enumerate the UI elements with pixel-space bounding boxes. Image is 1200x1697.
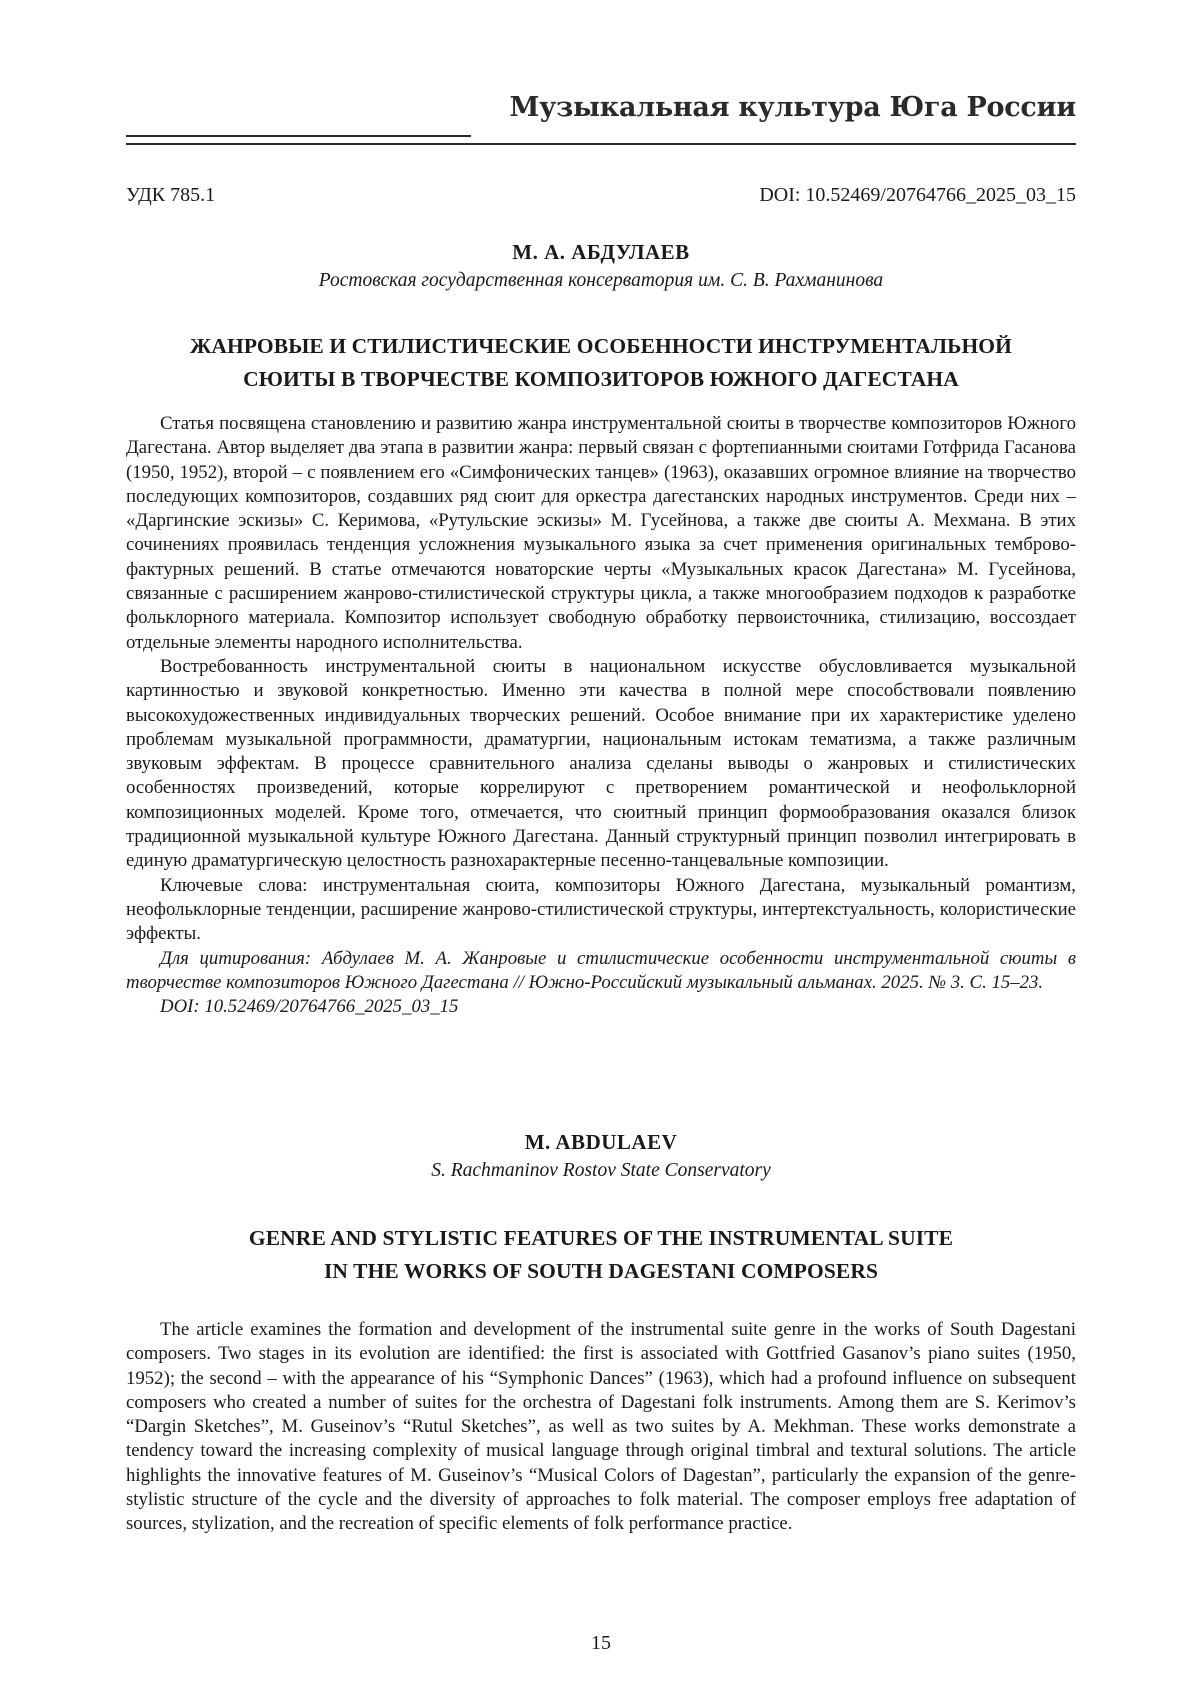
ru-abstract-paragraph-1: Статья посвящена становлению и развитию жанра инструментальной сюиты в творчестве композиторов Южного Дагестана. Автор выделяет два этапа в развитии жанра: первый связан с фортепианными сюитами Готфрида Гасанова (1950, 1952), второй – с появлением его «Симфонических танцев» (1963), оказавших огромное влияние на творчество последующих композиторов, создавших ряд сюит для оркестра дагестанских народных инструментов. Среди них – «Даргинские эскизы» С. Керимова, «Рутульские эскизы» М. Гусейнова, а также две сюиты А. Мехмана. В этих сочинениях проявилась тенденция усложнения музыкального языка за счет применения оригинальных темброво-фактурных решений. В статье отмечаются новаторские черты «Музыкальных красок Дагестана» М. Гусейнова, связанные с расширением жанрово-стилистической структуры цикла, а также многообразием подходов к разработке фольклорного материала. Композитор использует свободную обработку первоисточника, стилизацию, воссоздает отдельные элементы народного исполнительства.: [126, 413, 1076, 653]
header-rule-full: [126, 143, 1076, 145]
udk-code: УДК 785.1: [126, 184, 216, 206]
en-author: M. ABDULAEV: [524, 1130, 678, 1154]
en-affiliation: S. Rachmaninov Rostov State Conservatory: [431, 1160, 771, 1181]
header-rule-line: [126, 135, 471, 137]
ru-citation: Для цитирования: Абдулаев М. А. Жанровые и стилистические особенности инструментальной сюиты в творчестве композиторов Южного Дагестана // Южно-Российский музыкальный альманах. 2025. № 3. С. 15–23.: [126, 947, 1076, 993]
en-title-line-2: IN THE WORKS OF SOUTH DAGESTANI COMPOSERS: [323, 1259, 879, 1283]
ru-affiliation: Ростовская государственная консерватория им. С. В. Рахманинова: [318, 270, 884, 291]
doi-code: DOI: 10.52469/20764766_2025_03_15: [759, 184, 1076, 206]
ru-title-line-1: ЖАНРОВЫЕ И СТИЛИСТИЧЕСКИЕ ОСОБЕННОСТИ ИНСТРУМЕНТАЛЬНОЙ: [190, 334, 1012, 358]
ru-author: М. А. АБДУЛАЕВ: [512, 240, 690, 264]
ru-title: [126, 330, 1076, 396]
ru-keywords: Ключевые слова: инструментальная сюита, композиторы Южного Дагестана, музыкальный романтизм, неофольклорные тенденции, расширение жанрово-стилистической структуры, интертекстуальность, колористические эффекты.: [126, 874, 1076, 945]
page-number: 15: [591, 1632, 611, 1654]
en-abstract: [126, 1318, 1076, 1537]
running-header: Музыкальная культура Юга России: [509, 92, 1076, 123]
en-title: [126, 1222, 1076, 1288]
ru-abstract-paragraph-2: Востребованность инструментальной сюиты в национальном искусстве обусловливается музыкальной картинностью и звуковой конкретностью. Именно эти качества в полной мере способствовали появлению высокохудожественных индивидуальных творческих решений. Особое внимание при их характеристике уделено проблемам музыкальной программности, драматургии, национальным истокам тематизма, а также различным звуковым эффектам. В процессе сравнительного анализа сделаны выводы о жанровых и стилистических особенностях произведений, которые коррелируют с претворением романтической и неофольклорной композиционных моделей. Кроме того, отмечается, что сюитный принцип формообразования оказался близок традиционной музыкальной культуре Южного Дагестана. Данный структурный принцип позволил интегрировать в единую драматургическую целостность разнохарактерные песенно-танцевальные композиции.: [126, 655, 1076, 872]
en-abstract-paragraph-1: The article examines the formation and development of the instrumental suite genre in the works of South Dagestani composers. Two stages in its evolution are identified: the first is associated with Gottfried Gasanov’s piano suites (1950, 1952); the second – with the appearance of his “Symphonic Dances” (1963), which had a profound influence on subsequent composers who created a number of suites for the orchestra of Dagestani folk instruments. Among them are S. Kerimov’s “Dargin Sketches”, M. Guseinov’s “Rutul Sketches”, as well as two suites by A. Mekhman. These works demonstrate a tendency toward the increasing complexity of musical language through original timbral and textural solutions. The article highlights the innovative features of M. Guseinov’s “Musical Colors of Dagestan”, particularly the expansion of the genre-stylistic structure of the cycle and the diversity of approaches to folk material. The composer employs free adaptation of sources, stylization, and the recreation of specific elements of folk performance practice.: [126, 1319, 1076, 1535]
en-title-line-1: GENRE AND STYLISTIC FEATURES OF THE INSTRUMENTAL SUITE: [248, 1226, 954, 1250]
ru-title-line-2: СЮИТЫ В ТВОРЧЕСТВЕ КОМПОЗИТОРОВ ЮЖНОГО ДАГЕСТАНА: [243, 367, 959, 391]
ru-abstract: [126, 412, 1076, 1019]
article-meta-row: [126, 184, 1076, 207]
header-double-rule: [126, 135, 471, 140]
ru-citation-doi: DOI: 10.52469/20764766_2025_03_15: [160, 996, 459, 1018]
